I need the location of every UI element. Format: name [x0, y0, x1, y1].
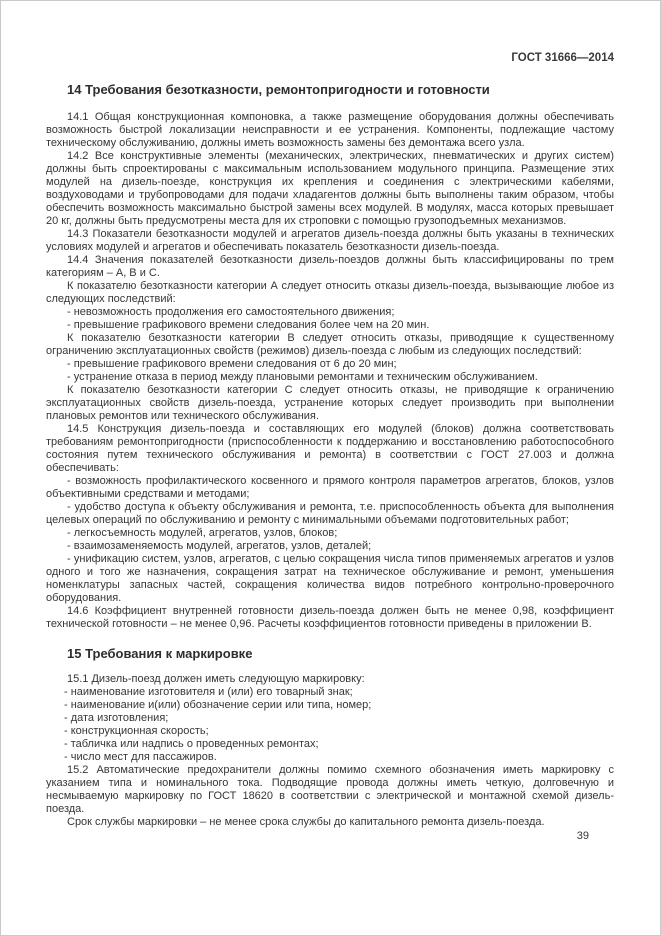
section-14-heading: 14 Требования безотказности, ремонтопригодности и готовности: [67, 82, 490, 97]
list-item: - возможность профилактического косвенного и прямого контроля параметров агрегатов, блоков, узлов объективными средствами и методами;: [46, 475, 614, 500]
list-item: - взаимозаменяемость модулей, агрегатов, узлов, деталей;: [67, 540, 372, 552]
paragraph-marking-lifetime: Срок службы маркировки – не менее срока службы до капитального ремонта дизель-поезда.: [67, 816, 545, 828]
list-item: - наименование изготовителя и (или) его товарный знак;: [64, 686, 353, 698]
list-item: - дата изготовления;: [64, 712, 169, 724]
page-content: [1, 1, 660, 843]
list-item: - табличка или надпись о проведенных ремонтах;: [64, 738, 319, 750]
section-15-body: [46, 673, 614, 829]
paragraph-14-3: 14.3 Показатели безотказности модулей и агрегатов дизель-поезда должны быть указаны в технических условиях модулей и агрегатов и обеспечивать показатель безотказности дизель-поезда.: [46, 228, 614, 253]
list-item: - наименование и(или) обозначение серии или типа, номер;: [64, 699, 372, 711]
section-14-body: [46, 111, 614, 631]
list-item: - унификацию систем, узлов, агрегатов, с целью сокращения числа типов применяемых агрегатов и узлов одного и того же назначения, сокращения затрат на техническое обслуживание и ремонт, уменьшения номенклатуры запасных частей, сокращения количества видов потребного контрольно-проверочного оборудования.: [46, 553, 614, 604]
page-header: [46, 52, 614, 65]
list-item: - конструкционная скорость;: [64, 725, 209, 737]
paragraph-14-5: 14.5 Конструкция дизель-поезда и составляющих его модулей (блоков) должна соответствовать требованиям ремонтопригодности (приспособленности к поддержанию и восстановлению работоспособного состояния путем технического обслуживания и ремонта) в соответствии с ГОСТ 27.003 и должна обеспечивать:: [46, 423, 614, 474]
standard-number: ГОСТ 31666—2014: [511, 52, 614, 64]
list-item: - превышение графикового времени следования более чем на 20 мин.: [67, 319, 430, 331]
paragraph-category-a: К показателю безотказности категории А следует относить отказы дизель-поезда, вызывающие любое из следующих последствий:: [46, 280, 614, 305]
paragraph-15-1: 15.1 Дизель-поезд должен иметь следующую маркировку:: [67, 673, 365, 685]
list-item: - удобство доступа к объекту обслуживания и ремонта, т.е. приспособленность объекта для выполнения целевых операций по обслуживанию и ремонту с минимальными объемами подготовительных работ;: [46, 501, 614, 526]
paragraph-14-1: 14.1 Общая конструкционная компоновка, а также размещение оборудования должны обеспечивать возможность быстрой локализации неисправности и ее устранения. Компоненты, подлежащие частому техническому обслуживанию, должны иметь возможность замены без демонтажа всего узла.: [46, 111, 614, 149]
list-item: - невозможность продолжения его самостоятельного движения;: [67, 306, 395, 318]
page-number: 39: [576, 830, 589, 842]
paragraph-14-2: 14.2 Все конструктивные элементы (механических, электрических, пневматических и других систем) должны быть спроектированы с максимальным использованием модульного принципа. Размещение этих модулей на дизель-поезде, конструкция их крепления и соединения с электрическими кабелями, воздуховодами и трубопроводами для подачи хладагентов должны быть выполнены таким образом, чтобы обеспечить возможность максимально быстрой замены всех модулей. В модулях, масса которых превышает 20 кг, должны быть предусмотрены места для их строповки с помощью грузоподъемных механизмов.: [46, 150, 614, 227]
section-15-heading: 15 Требования к маркировке: [67, 646, 253, 661]
list-item: - превышение графикового времени следования от 6 до 20 мин;: [67, 358, 397, 370]
list-item: - устранение отказа в период между плановыми ремонтами и техническим обслуживанием.: [67, 371, 538, 383]
paragraph-14-4: 14.4 Значения показателей безотказности дизель-поездов должны быть классифицированы по трем категориям – А, В и С.: [46, 254, 614, 279]
paragraph-15-2: 15.2 Автоматические предохранители должны помимо схемного обозначения иметь маркировку с указанием типа и номинального тока. Подводящие провода должны иметь четкую, долговечную и несмываемую маркировку по ГОСТ 18620 в соответствии с электрической и монтажной схемой дизель-поезда.: [46, 764, 614, 815]
paragraph-14-6: 14.6 Коэффициент внутренней готовности дизель-поезда должен быть не менее 0,98, коэффициент технической готовности – не менее 0,96. Расчеты коэффициентов готовности приведены в приложении В.: [46, 605, 614, 630]
list-item: - легкосъемность модулей, агрегатов, узлов, блоков;: [67, 527, 338, 539]
paragraph-category-b: К показателю безотказности категории В следует относить отказы, приводящие к существенному ограничению эксплуатационных свойств (режимов) дизель-поезда с любым из следующих последствий:: [46, 332, 614, 357]
paragraph-category-c: К показателю безотказности категории С следует относить отказы, не приводящие к ограничению эксплуатационных свойств дизель-поезда, устранение которых следует производить при выполнении плановых ремонтов или технического обслуживания.: [46, 384, 614, 422]
list-item: - число мест для пассажиров.: [64, 751, 217, 763]
